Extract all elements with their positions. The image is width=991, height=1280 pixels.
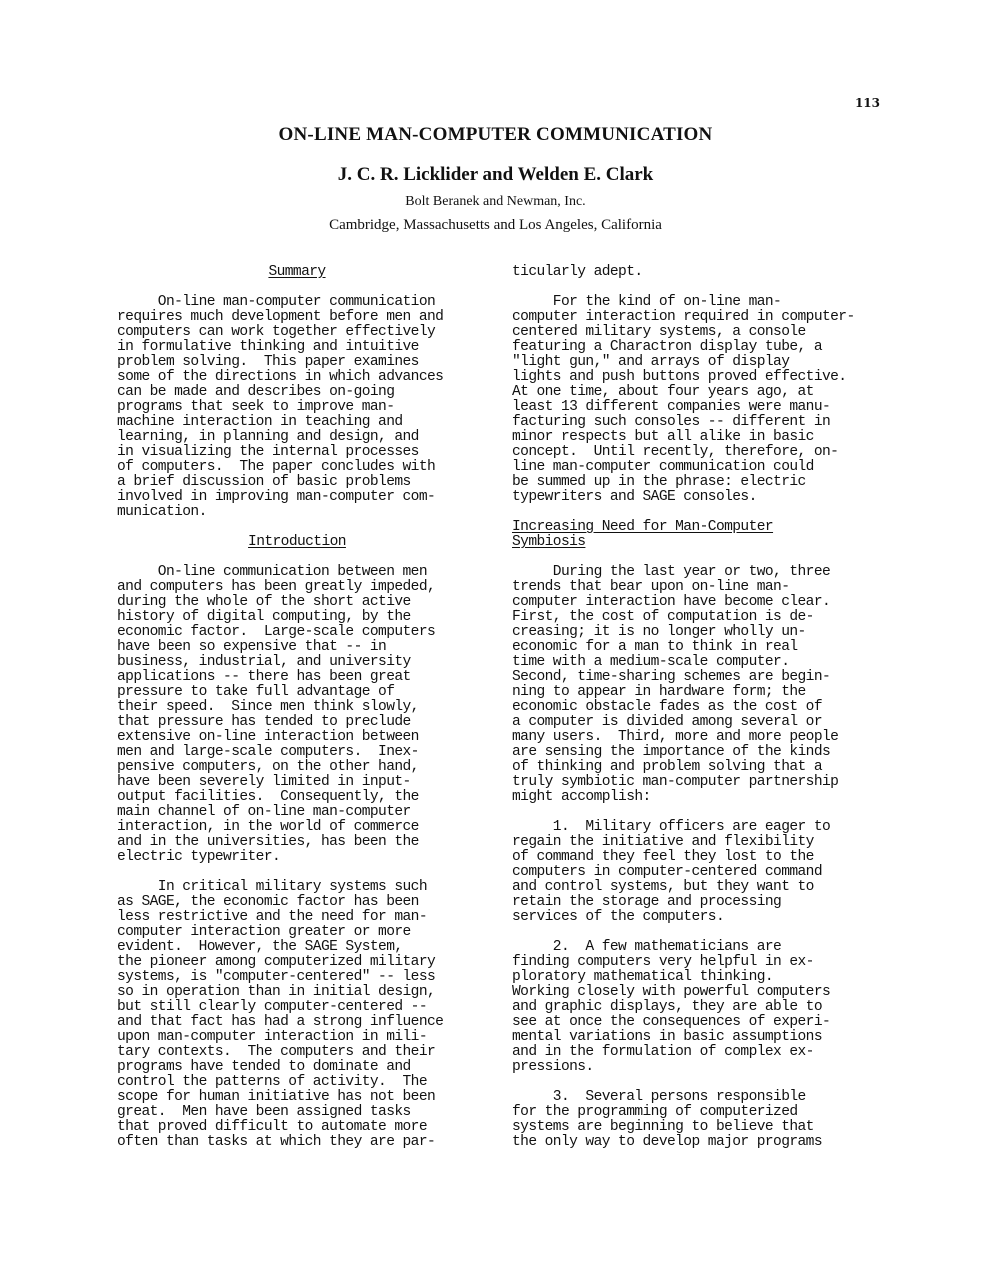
list-item-2: 2. A few mathematicians are finding computers very helpful in ex- ploratory mathematical thinking. Working closely with powerful computers and graphic displays, they are able to see at once the consequences of experi- mental variations in basic assumptions and in the formulation of complex ex- pressions.	[512, 939, 831, 1075]
paper-title: ON-LINE MAN-COMPUTER COMMUNICATION	[278, 124, 713, 145]
location: Cambridge, Massachusetts and Los Angeles, California	[329, 217, 662, 233]
right-paragraph-1: For the kind of on-line man- computer interaction required in computer- centered military systems, a console featuring a Charactron display tube, a "light gun," and arrays of display lights and push buttons proved effective. At one time, about four years ago, at least 13 different companies were manu- facturing such consoles -- different in minor respects but all alike in basic concept. Until recently, therefore, on- line man-computer communication could be summed up in the phrase: electric typewriters and SAGE consoles.	[512, 294, 855, 505]
authors: J. C. R. Licklider and Welden E. Clark	[337, 164, 654, 185]
introduction-paragraph-1: On-line communication between men and computers has been greatly impeded, during the whole of the short active history of digital computing, by the economic factor. Large-scale computers have been so expensive that -- in business, industrial, and university applications -- there has been great pressure to take full advantage of their speed. Since men think slowly, that pressure has tended to preclude extensive on-line interaction between men and large-scale computers. Inex- pensive computers, on the other hand, have been severely limited in input- output facilities. Consequently, the main channel of on-line man-computer interaction, in the world of commerce and in the universities, has been the electric typewriter.	[117, 564, 436, 865]
right-column	[512, 265, 884, 1150]
page-number: 113	[854, 96, 880, 110]
left-column	[117, 265, 477, 1150]
right-paragraph-2: During the last year or two, three trends that bear upon on-line man- computer interaction have become clear. First, the cost of computation is de- creasing; it is no longer wholly un- economic for a man to think in real time with a medium-scale computer. Second, time-sharing schemes are begin- ning to appear in hardware form; the economic obstacle fades as the cost of a computer is divided among several or many users. Third, more and more people are sensing the importance of the kinds of thinking and problem solving that a truly symbiotic man-computer partnership might accomplish:	[512, 564, 839, 805]
summary-heading: Summary	[268, 264, 326, 280]
introduction-heading: Introduction	[248, 534, 346, 550]
summary-paragraph: On-line man-computer communication requires much development before men and computers can work together effectively in formulative thinking and intuitive problem solving. This paper examines some of the directions in which advances can be made and describes on-going programs that seek to improve man- machine interaction in teaching and learning, in planning and design, and in visualizing the internal processes of computers. The paper concludes with a brief discussion of basic problems involved in improving man-computer com- munication.	[117, 294, 444, 520]
introduction-paragraph-2: In critical military systems such as SAGE, the economic factor has been less restrictive and the need for man- computer interaction greater or more evident. However, the SAGE System, the pioneer among computerized military systems, is "computer-centered" -- less so in operation than in initial design, but still clearly computer-centered -- and that fact has had a strong influence upon man-computer interaction in mili- tary contexts. The computers and their programs have tended to dominate and control the patterns of activity. The scope for human initiative has not been great. Men have been assigned tasks that proved difficult to automate more often than tasks at which they are par-	[117, 879, 444, 1150]
affiliation: Bolt Beranek and Newman, Inc.	[405, 194, 586, 209]
list-item-1: 1. Military officers are eager to regain the initiative and flexibility of command they feel they lost to the computers in computer-centered command and control systems, but they want to retain the storage and processing services of the computers.	[512, 819, 831, 925]
symbiosis-heading: Increasing Need for Man-Computer Symbiosis	[512, 519, 774, 550]
list-item-3: 3. Several persons responsible for the programming of computerized systems are beginning to believe that the only way to develop major programs	[512, 1089, 822, 1150]
continuation-text: ticularly adept.	[512, 264, 643, 280]
